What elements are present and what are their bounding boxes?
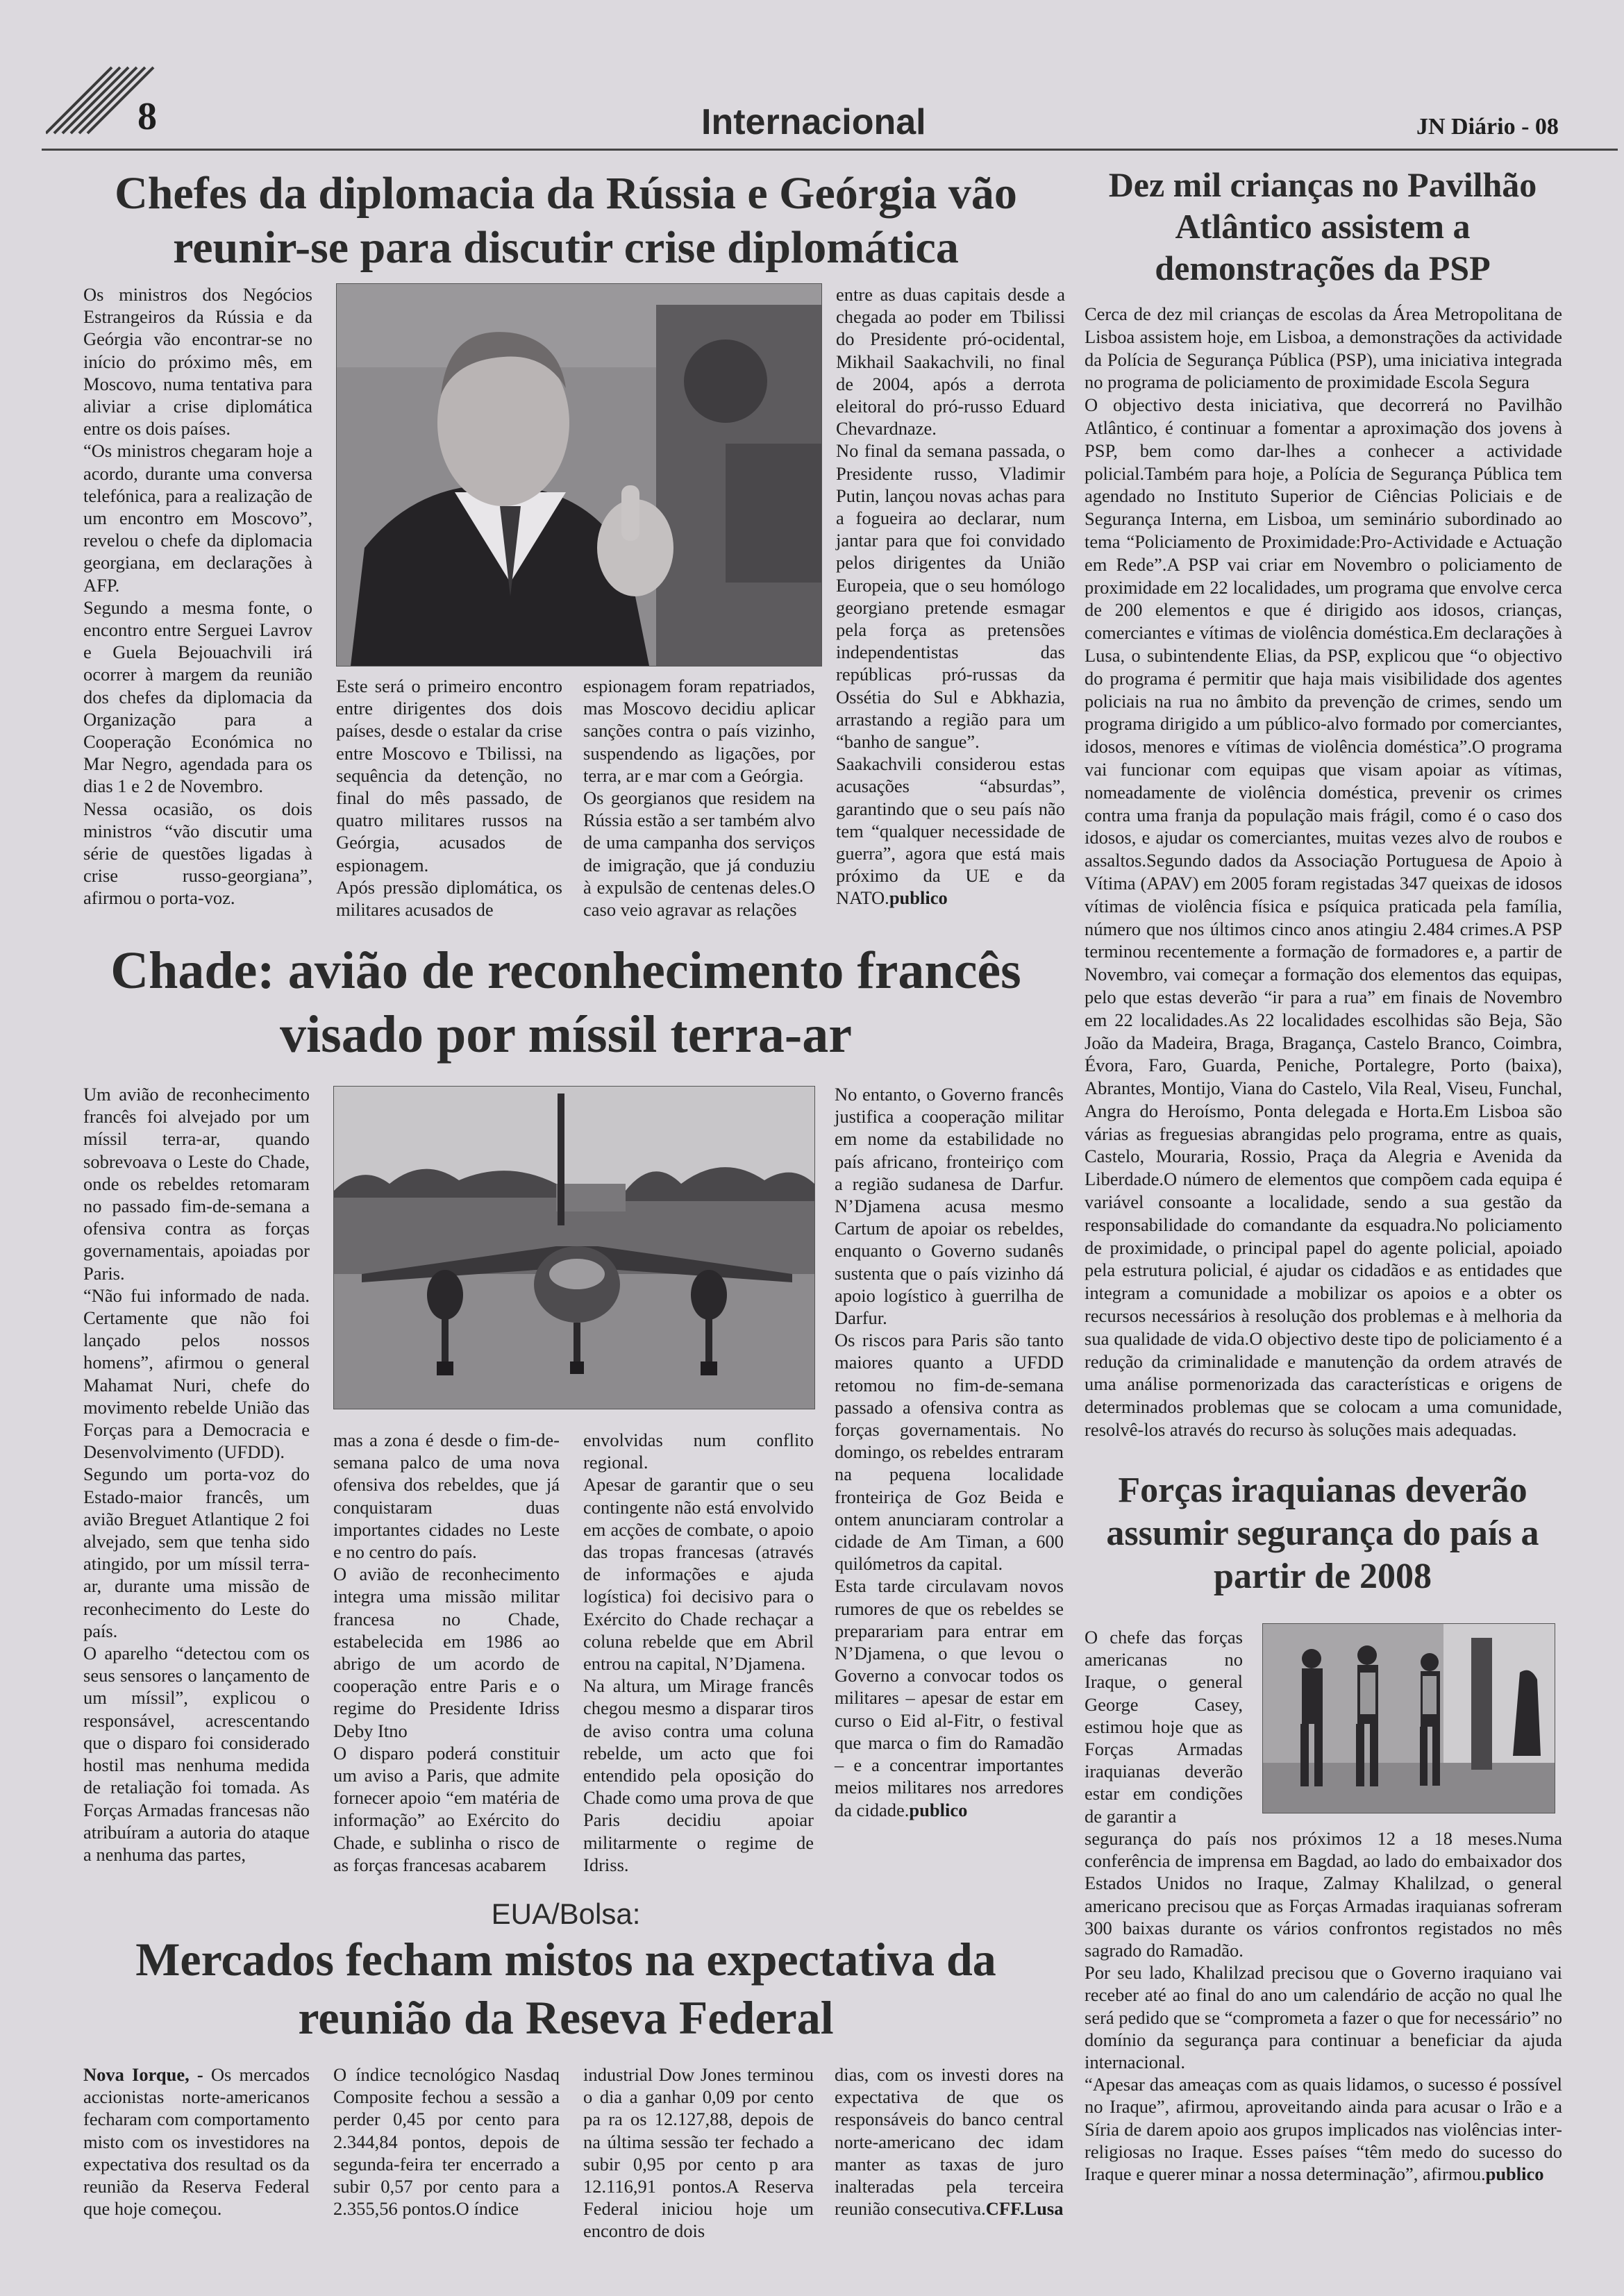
paragraph	[836, 753, 1065, 909]
article1-column-1	[83, 283, 312, 910]
paragraph: Segundo um porta-voz do Estado-maior francês, um avião Breguet Atlantique 2 foi alvejado, sem que tenha sido atingido, por um míssil terra-ar, durante uma missão de reconhecimento do Leste do país.	[83, 1464, 310, 1641]
paragraph: Os riscos para Paris são tanto maiores quanto a UFDD retomou no fim-de-semana passado a ofensiva contra as forças governamentais. No domingo, os rebeldes entraram na pequena localidade fronteiriça de Goz Beida e ontem anunciaram controlar a cidade de Am Timan, a 600 quilómetros da capital.	[835, 1330, 1064, 1575]
dateline: Nova Iorque, -	[83, 2064, 203, 2085]
source-credit: publico	[909, 1799, 968, 1820]
header-divider	[42, 149, 1618, 151]
article2-headline: Chade: avião de reconhecimento francês visado por míssil terra-ar	[110, 941, 1021, 1064]
paragraph: Um avião de reconhecimento francês foi alvejado por um míssil terra-ar, quando sobrevoava o Leste do Chade, onde os rebeldes retomaram no passado fim-de-semana a ofensiva contra as forças governamentais, apoiadas por Paris.	[83, 1084, 310, 1284]
article4-headline: Dez mil crianças no Pavilhão Atlântico assistem a demonstrações da PSP	[1108, 165, 1537, 287]
paragraph: Os ministros dos Negócios Estrangeiros da Rússia e da Geórgia vão encontrar-se no início do próximo mês, em Moscovo, numa tentativa para aliviar a crise diplomática entre os dois países.	[83, 284, 312, 439]
paragraph: Este será o primeiro encontro entre dirigentes dos dois países, desde o estalar da crise entre Moscovo e Tbilissi, na sequência da detenção, no final do mês passado, de quatro militares russos na Geórgia, acusados de espionagem.	[336, 676, 562, 875]
paragraph: O índice tecnológico Nasdaq Composite fechou a sessão a perder 0,45 por cento para 2.344,84 pontos, depois de segunda-feira ter encerrado a subir 0,57 por cento para a 2.355,56 pontos.O índice	[333, 2064, 560, 2220]
article5-headline: Forças iraquianas deverão assumir segurança do país a partir de 2008	[1106, 1470, 1539, 1596]
article1-column-2	[336, 675, 562, 921]
source-credit: publico	[889, 887, 948, 909]
article1-column-4	[836, 283, 1065, 910]
paragraph	[835, 1575, 1064, 1820]
page-number: 8	[137, 95, 157, 138]
paragraph-text: Os mercados accionistas norte-americanos fecharam com comportamento misto com os investidores na expectativa dos resultad os da reunião da Reserva Federal que hoje começou.	[83, 2064, 310, 2220]
paragraph	[1085, 2073, 1562, 2185]
paragraph: Cerca de dez mil crianças de escolas da Área Metropolitana de Lisboa assistem hoje, em Lisboa, a demonstrações da actividade da Polícia de Segurança Pública (PSP), uma iniciativa integrada no programa de policiamento de proximidade Escola Segura	[1085, 303, 1562, 393]
publication-name: JN Diário - 08	[1416, 114, 1559, 140]
paragraph: O avião de reconhecimento integra uma missão militar francesa no Chade, estabelecida em 1986 ao abrigo de um acordo de cooperação entre Paris e o regime do Presidente Idriss Deby Itno	[333, 1564, 560, 1741]
article3-column-1	[83, 2063, 310, 2220]
paragraph: Segundo a mesma fonte, o encontro entre Serguei Lavrov e Guela Bejouachvili irá ocorrer à margem da reunião dos chefes da diplomacia da Organização para a Cooperação Económica no Mar Negro, agendada para os dias 1 e 2 de Novembro.	[83, 596, 312, 797]
article5-body	[1085, 1827, 1562, 2185]
paragraph-text: dias, com os investi dores na expectativa de que os responsáveis do banco central norte-americano dec idam manter as taxas de juro inalteradas pela terceira reunião consecutiva.	[835, 2064, 1064, 2220]
paragraph: entre as duas capitais desde a chegada ao poder em Tbilissi do Presidente pró-ocidental, Mikhail Saakachvili, no final de 2004, após a derrota eleitoral do pró-russo Eduard Chevardnaze.	[836, 284, 1065, 439]
putin-photo	[336, 283, 822, 667]
paragraph: “Os ministros chegaram hoje a acordo, durante uma conversa telefónica, para a realização de um encontro em Moscovo”, revelou o chefe da diplomacia georgiana, em declarações à AFP.	[83, 440, 312, 596]
paragraph-text: “Apesar das ameaças com as quais lidamos, o sucesso é possível no Iraque”, afirmou, aproveitando ainda para acusar o Irão e a Síria de darem apoio aos grupos implicados nas violências inter-religiosas no Iraque. Esses países “têm medo do sucesso do Iraque e querer minar a nossa determinação”, afirmou.	[1085, 2074, 1562, 2185]
paragraph: Na altura, um Mirage francês chegou mesmo a disparar tiros de aviso contra uma coluna rebelde, um acto que foi entendido pela oposição do Chade como uma prova de que Paris decidiu apoiar militarmente o regime de Idriss.	[583, 1675, 814, 1875]
article3-headline: Mercados fecham mistos na expectativa da reunião da Reseva Federal	[135, 1933, 996, 2044]
article1-headline: Chefes da diplomacia da Rússia e Geórgia vão reunir-se para discutir crise diplomática	[115, 168, 1017, 273]
article2-column-3	[583, 1429, 814, 1876]
article4-body	[1085, 303, 1562, 1441]
paragraph-text: Saakachvili considerou estas acusações “absurdas”, garantindo que o seu país não tem “qualquer necessidade de guerra”, agora que está mais próximo da UE e da NATO.	[836, 753, 1065, 909]
article2-column-2	[333, 1429, 560, 1876]
article3-column-3	[583, 2063, 814, 2243]
paragraph: espionagem foram repatriados, mas Moscovo decidiu aplicar sanções contra o país vizinho, suspendendo as ligações, por terra, ar e mar com a Geórgia.	[583, 676, 815, 786]
paragraph: Após pressão diplomática, os militares acusados de	[336, 876, 562, 921]
article3-column-2	[333, 2063, 560, 2220]
paragraph: O aparelho “detectou com os seus sensores o lançamento de um míssil”, explicou o responsável, acrescentando que o disparo foi considerado hostil mas nenhuma medida de retaliação foi tomada. As Forças Armadas francesas não atribuíram a autoria do ataque a nenhuma das partes,	[83, 1643, 310, 1865]
source-credit: publico	[1485, 2163, 1544, 2185]
paragraph: No entanto, o Governo francês justifica a cooperação militar em nome da estabilidade no país africano, fronteiriço com a região sudanesa de Darfur. N’Djamena acusa mesmo Cartum de apoiar os rebeldes, enquanto o Governo sudanês sustenta que o país vizinho dá apoio logístico à guerrilha de Darfur.	[835, 1084, 1064, 1329]
paragraph	[835, 2063, 1064, 2220]
paragraph: No final da semana passada, o Presidente russo, Vladimir Putin, lançou novas achas para a fogueira ao declarar, num jantar para que foi convidado pelos dirigentes da União Europeia, que o seu homólogo georgiano pretende esmagar pela força as pretensões independentistas das repúblicas pró-russas da Ossétia do Sul e Abkhazia, arrastando a região para um “banho de sangue”.	[836, 440, 1065, 753]
article2-column-4	[835, 1083, 1064, 1821]
paragraph: industrial Dow Jones terminou o dia a ganhar 0,09 por cento pa ra os 12.127,88, depois de na última sessão ter fechado a subir 0,95 por cento p ara 12.116,91 pontos.A Reserva Federal iniciou hoje um encontro de dois	[583, 2064, 814, 2242]
paragraph: envolvidas num conflito regional.	[583, 1430, 814, 1473]
article3-column-4	[835, 2063, 1064, 2220]
paragraph-text: Esta tarde circulavam novos rumores de que os rebeldes se preparariam para entrar em N’Djamena, o que levou o Governo a convocar todos os militares – apesar de estar em curso o Eid al-Fitr, o festival que marca o fim do Ramadão – e a concentrar importantes meios militares nos arredores da cidade.	[835, 1575, 1064, 1820]
paragraph: segurança do país nos próximos 12 a 18 meses.Numa conferência de imprensa em Bagdad, ao lado do embaixador dos Estados Unidos no Iraque, Zalmay Khalilzad, o general americano precisou que as Forças Armadas iraquianas sofreram 300 baixas durante os vários confrontos registados no mês sagrado do Ramadão.	[1085, 1828, 1562, 1961]
paragraph: Apesar de garantir que o seu contingente não está envolvido em acções de combate, o apoio das tropas francesas (através de informações e ajuda logística) foi decisivo para o Exército do Chade rechaçar a coluna rebelde que em Abril entrou na capital, N’Djamena.	[583, 1474, 814, 1675]
aircraft-photo	[333, 1086, 815, 1409]
paragraph: Por seu lado, Khalilzad precisou que o Governo iraquiano vai receber até ao final do ano um calendário de acção no qual lhe será pedido que se “comprometa a fazer o que for necessário” no domínio da segurança para continuar a beneficiar da ajuda internacional.	[1085, 1962, 1562, 2073]
paragraph: Nessa ocasião, os dois ministros “vão discutir uma série de questões ligadas à crise russo-georgiana”, afirmou o porta-voz.	[83, 798, 312, 909]
paragraph: mas a zona é desde o fim-de-semana palco de uma nova ofensiva dos rebeldes, que já conquistaram duas importantes cidades no Leste e no centro do país.	[333, 1430, 560, 1563]
paragraph	[83, 2063, 310, 2220]
article2-column-1	[83, 1083, 310, 1866]
paragraph: “Não fui informado de nada. Certamente que não foi lançado pelos nossos homens”, afirmou o general Mahamat Nuri, chefe do movimento rebelde União das Forças para a Democracia e Desenvolvimento (UFDD).	[83, 1284, 310, 1463]
iraq-soldiers-photo	[1262, 1623, 1555, 1813]
article1-column-3	[583, 675, 815, 921]
article5-intro	[1085, 1626, 1243, 1827]
paragraph: Os georgianos que residem na Rússia estão a ser também alvo de uma campanha dos serviços de imigração, que já conduziu à expulsão de centenas deles.O caso veio agravar as relações	[583, 787, 815, 921]
paragraph: O disparo poderá constituir um aviso a Paris, que admite fornecer apoio “em matéria de informação” ao Exército do Chade, e sublinha o risco de as forças francesas acabarem	[333, 1742, 560, 1875]
source-credit: CFF.Lusa	[985, 2198, 1064, 2220]
paragraph: O chefe das forças americanas no Iraque, o general George Casey, estimou hoje que as Forças Armadas iraquianas deverão estar em condições de garantir a	[1085, 1627, 1243, 1827]
paragraph: O objectivo desta iniciativa, que decorrerá no Pavilhão Atlântico, é continuar a fomentar a aproximação dos jovens à PSP, bem como dar-lhes a conhecer a actividade policial.Também para hoje, a Polícia de Segurança Pública tem agendado no Instituto Superior de Ciências Policiais e de Segurança Interna, em Lisboa, um seminário subordinado ao tema “Policiamento de Proximidade:Pro-Actividade e Actuação em Rede”.A PSP vai criar em Novembro o policiamento de proximidade em 22 localidades, um programa que envolve cerca de 200 elementos e que é dirigido aos idosos, crianças, comerciantes e vítimas de violência doméstica.Em declarações à Lusa, o subintendente Elias, da PSP, explicou que “o objectivo do programa é permitir que haja mais visibilidade dos agentes policiais na rua no âmbito da prevenção de crimes, sendo um programa dirigido a um público-alvo formado por comerciantes, idosos, menores e vítimas de violência doméstica”.O programa vai funcionar com equipas que visam apoiar as vítimas, nomeadamente de violência doméstica, prevenir os crimes contra uma franja da população mais frágil, como é o caso dos idosos, e ajudar os comerciantes, muitas vezes alvo de roubos e assaltos.Segundo dados da Associação Portuguesa de Apoio à Vítima (APAV) em 2005 foram registadas 347 queixas de idosos vítimas de violência física e psíquica praticada pela família, número que nos últimos cinco anos atingiu 2.484 crimes.A PSP terminou recentemente a formação de formadores e, a partir de Novembro, vai começar a formação dos elementos das equipas, pelo que estas deverão “ir para a rua” em finais de Novembro em 22 localidades.As 22 localidades escolhidas são Beja, São João da Madeira, Braga, Bragança, Castelo Branco, Coimbra, Évora, Faro, Guarda, Peniche, Portalegre, Porto (baixa), Abrantes, Montijo, Viana do Castelo, Vila Real, Viseu, Funchal, Angra do Heroísmo, Ponta delegada e Horta.Em Lisboa são várias as freguesias abrangidas pelo programa, entre as quais, Castelo, Mouraria, Rossio, Praça da Alegria e Avenida da Liberdade.O número de elementos que compõem cada equipa é variável consoante a localidade, sendo a sua gestão da responsabilidade do comandante da esquadra.No policiamento de proximidade, o principal papel do agente policial, apoiado pela estrutura policial, é ajudar os cidadãos e as entidades que integram a comunidade a mobilizar os apoios e a obter os recursos necessários à resolução dos problemas e à melhoria da sua qualidade de vida.O objectivo deste tipo de policiamento é a redução da criminalidade e manutenção da ordem através de uma análise pormenorizada das características e origens de determinados problemas que se colocam a uma comunidade, resolvê-los através do recurso às soluções mais adequadas.	[1085, 394, 1562, 1441]
section-title: Internacional	[701, 102, 926, 142]
article3-kicker: EUA/Bolsa:	[491, 1897, 641, 1930]
